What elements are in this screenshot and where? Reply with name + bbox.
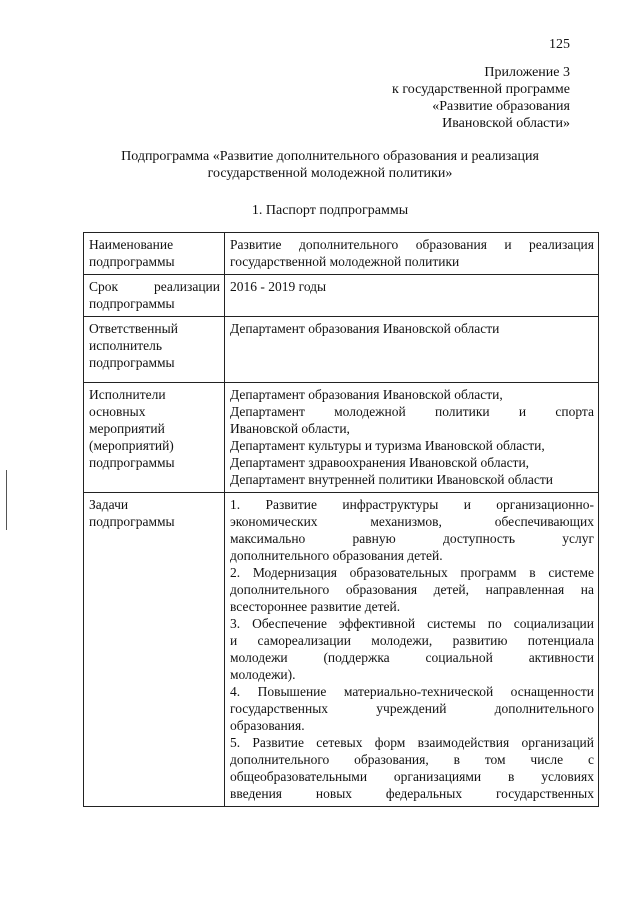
- value-line: и самореализации молодежи, развитию потенциала: [230, 633, 594, 648]
- label-cell-name: [84, 233, 225, 275]
- value-line: Департамент образования Ивановской области: [230, 321, 500, 336]
- page-number: 125: [549, 37, 570, 52]
- value-line: экономических механизмов, обеспечивающих: [230, 514, 594, 529]
- label-cell-term: [84, 275, 225, 317]
- value-line: 2016 - 2019 годы: [230, 279, 327, 294]
- value-line: Развитие дополнительного образования и реализация: [230, 237, 594, 252]
- title-line: государственной молодежной политики»: [207, 166, 453, 181]
- passport-table: [83, 232, 599, 807]
- value-line: 4. Повышение материально-технической оснащенности: [230, 684, 594, 699]
- label-line: Задачи: [89, 497, 129, 512]
- title-line: Подпрограмма «Развитие дополнительного образования и реализация: [121, 149, 539, 164]
- table-row: [84, 493, 599, 807]
- value-line: государственной молодежной политики: [230, 254, 460, 269]
- table-row: [84, 317, 599, 383]
- appendix-line: Ивановской области»: [442, 116, 570, 131]
- subprogram-title: [80, 148, 580, 182]
- value-line: Ивановской области,: [230, 421, 350, 436]
- label-line: подпрограммы: [89, 254, 175, 269]
- label-cell-responsible: [84, 317, 225, 383]
- value-line: Департамент культуры и туризма Ивановской области,: [230, 438, 545, 453]
- appendix-line: к государственной программе: [392, 82, 570, 97]
- label-line: Срок реализации: [89, 279, 220, 294]
- value-line: всестороннее развитие детей.: [230, 599, 401, 614]
- value-line: максимально равную доступность услуг: [230, 531, 594, 546]
- value-line: Департамент образования Ивановской области,: [230, 387, 503, 402]
- appendix-line: «Развитие образования: [432, 99, 570, 114]
- value-line: государственных учреждений дополнительного: [230, 701, 594, 716]
- label-line: Ответственный: [89, 321, 178, 336]
- value-line: Департамент внутренней политики Ивановской области: [230, 472, 554, 487]
- label-line: Исполнители: [89, 387, 166, 402]
- value-cell-executors: [225, 383, 599, 493]
- value-line: введения новых федеральных государственных: [230, 786, 594, 801]
- value-line: 1. Развитие инфраструктуры и организационно-: [230, 497, 594, 512]
- table-row: [84, 383, 599, 493]
- label-line: подпрограммы: [89, 455, 175, 470]
- label-line: исполнитель: [89, 338, 162, 353]
- table-row: [84, 233, 599, 275]
- label-line: Наименование: [89, 237, 174, 252]
- label-cell-tasks: [84, 493, 225, 807]
- appendix-header: [330, 64, 570, 132]
- appendix-line: Приложение 3: [484, 65, 570, 80]
- value-line: 2. Модернизация образовательных программ в системе: [230, 565, 594, 580]
- label-cell-executors: [84, 383, 225, 493]
- value-cell-responsible: [225, 317, 599, 383]
- table-row: [84, 275, 599, 317]
- value-line: дополнительного образования детей, направленная на: [230, 582, 594, 597]
- value-line: общеобразовательными организациями в условиях: [230, 769, 594, 784]
- value-cell-name: [225, 233, 599, 275]
- scan-margin-mark: [6, 470, 7, 530]
- value-line: молодежи (поддержка социальной активности: [230, 650, 594, 665]
- label-line: основных: [89, 404, 146, 419]
- value-cell-tasks: [225, 493, 599, 807]
- label-line: подпрограммы: [89, 355, 175, 370]
- label-line: мероприятий: [89, 421, 165, 436]
- value-line: Департамент молодежной политики и спорта: [230, 404, 594, 419]
- value-line: дополнительного образования детей.: [230, 548, 443, 563]
- value-line: Департамент здравоохранения Ивановской области,: [230, 455, 530, 470]
- section-title: 1. Паспорт подпрограммы: [251, 203, 409, 218]
- value-line: молодежи).: [230, 667, 296, 682]
- value-line: 5. Развитие сетевых форм взаимодействия организаций: [230, 735, 594, 750]
- value-line: 3. Обеспечение эффективной системы по социализации: [230, 616, 594, 631]
- value-cell-term: [225, 275, 599, 317]
- label-line: (мероприятий): [89, 438, 174, 453]
- label-line: подпрограммы: [89, 514, 175, 529]
- value-line: дополнительного образования, в том числе с: [230, 752, 594, 767]
- label-line: подпрограммы: [89, 296, 175, 311]
- value-line: образования.: [230, 718, 305, 733]
